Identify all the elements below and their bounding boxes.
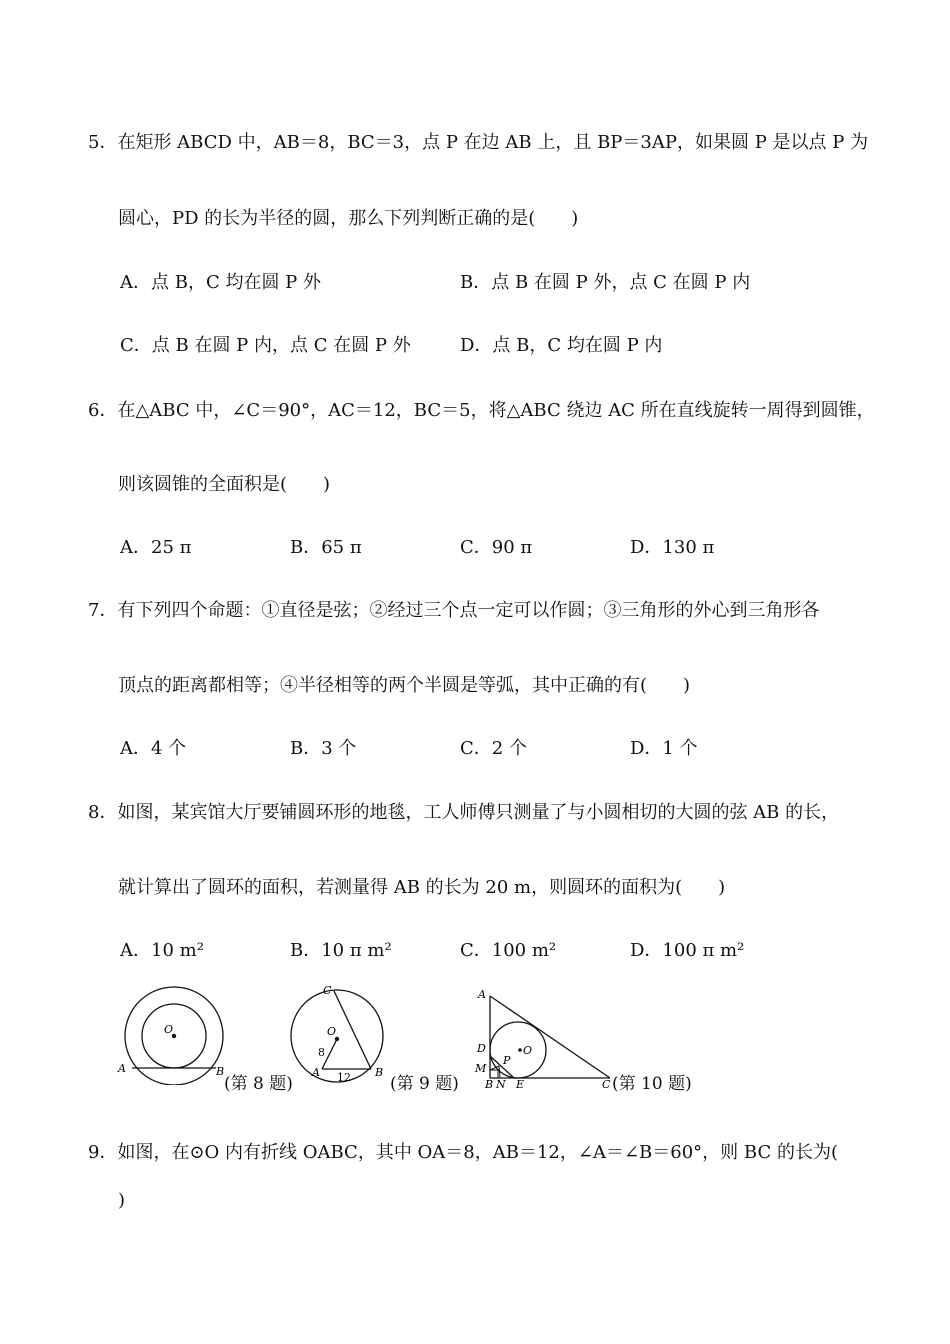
fig10-segment-pn — [499, 1066, 500, 1078]
fig10-right-angle-mark — [490, 1070, 498, 1078]
fig10-label-p: P — [503, 1054, 511, 1067]
q8-option-c: C．100 m² — [460, 940, 557, 961]
q7-line-2: 顶点的距离都相等；④半径相等的两个半圆是等弧，其中正确的有( ) — [118, 675, 691, 696]
fig10-label-b: B — [485, 1078, 494, 1090]
fig10-label-e: E — [516, 1078, 525, 1090]
fig9-segment-bc — [334, 991, 371, 1069]
fig10-label-d: D — [477, 1042, 486, 1055]
fig10-label-a: A — [478, 988, 486, 1001]
figure-9 — [286, 982, 396, 1086]
q5-line-2: 圆心，PD 的长为半径的圆，那么下列判断正确的是( ) — [118, 208, 579, 229]
q7-line-1: 7．有下列四个命题：①直径是弦；②经过三个点一定可以作圆；③三角形的外心到三角形各 — [88, 600, 820, 621]
q5-option-c: C．点 B 在圆 P 内，点 C 在圆 P 外 — [120, 335, 411, 356]
q9-line-1: 9．如图，在⊙O 内有折线 OABC，其中 OA＝8，AB＝12，∠A＝∠B＝60°，则 BC 的长为( — [88, 1142, 838, 1163]
fig10-label-m: M — [475, 1062, 487, 1075]
q6-option-c: C．90 π — [460, 537, 533, 558]
fig10-label-o: O — [523, 1044, 533, 1057]
fig8-label-b: B — [216, 1065, 225, 1078]
fig9-label-12: 12 — [337, 1071, 351, 1084]
q7-option-d: D．1 个 — [630, 738, 698, 759]
q6-option-d: D．130 π — [630, 537, 715, 558]
fig9-label-b: B — [375, 1066, 384, 1079]
figure-10 — [470, 982, 618, 1090]
fig9-label-8: 8 — [318, 1046, 325, 1059]
q5-option-d: D．点 B，C 均在圆 P 内 — [460, 335, 663, 356]
fig10-caption: (第 10 题) — [612, 1074, 692, 1094]
fig9-caption: (第 9 题) — [390, 1074, 459, 1094]
q6-line-2: 则该圆锥的全面积是( ) — [118, 474, 331, 495]
q8-option-b: B．10 π m² — [290, 940, 392, 961]
fig9-label-c: C — [323, 984, 332, 997]
q5-option-b: B．点 B 在圆 P 外，点 C 在圆 P 内 — [460, 272, 751, 293]
fig8-label-a: A — [118, 1062, 126, 1075]
fig8-label-o: O — [164, 1023, 174, 1036]
q9-line-2: ) — [118, 1190, 126, 1211]
figure-8 — [112, 985, 232, 1085]
q5-option-a: A．点 B，C 均在圆 P 外 — [120, 272, 321, 293]
fig9-label-o: O — [327, 1025, 337, 1038]
fig10-center-dot — [518, 1048, 522, 1052]
q6-option-b: B．65 π — [290, 537, 362, 558]
q6-option-a: A．25 π — [120, 537, 192, 558]
q8-option-d: D．100 π m² — [630, 940, 745, 961]
q5-line-1: 5．在矩形 ABCD 中，AB＝8，BC＝3，点 P 在边 AB 上，且 BP＝3AP，如果圆 P 是以点 P 为 — [88, 132, 869, 153]
q6-line-1: 6．在△ABC 中，∠C＝90°，AC＝12，BC＝5，将△ABC 绕边 AC 所在直线旋转一周得到圆锥， — [88, 400, 875, 421]
fig10-label-c: C — [602, 1078, 611, 1090]
q7-option-a: A．4 个 — [120, 738, 187, 759]
q7-option-b: B．3 个 — [290, 738, 357, 759]
fig8-caption: (第 8 题) — [224, 1074, 293, 1094]
fig9-circle — [291, 990, 383, 1082]
fig10-label-n: N — [496, 1078, 506, 1090]
q8-line-2: 就计算出了圆环的面积，若测量得 AB 的长为 20 m，则圆环的面积为( ) — [118, 877, 726, 898]
q8-option-a: A．10 m² — [120, 940, 204, 961]
q7-option-c: C．2 个 — [460, 738, 527, 759]
q8-line-1: 8．如图，某宾馆大厅要铺圆环形的地毯，工人师傅只测量了与小圆相切的大圆的弦 AB 的长， — [88, 802, 840, 823]
fig9-label-a: A — [312, 1066, 320, 1079]
